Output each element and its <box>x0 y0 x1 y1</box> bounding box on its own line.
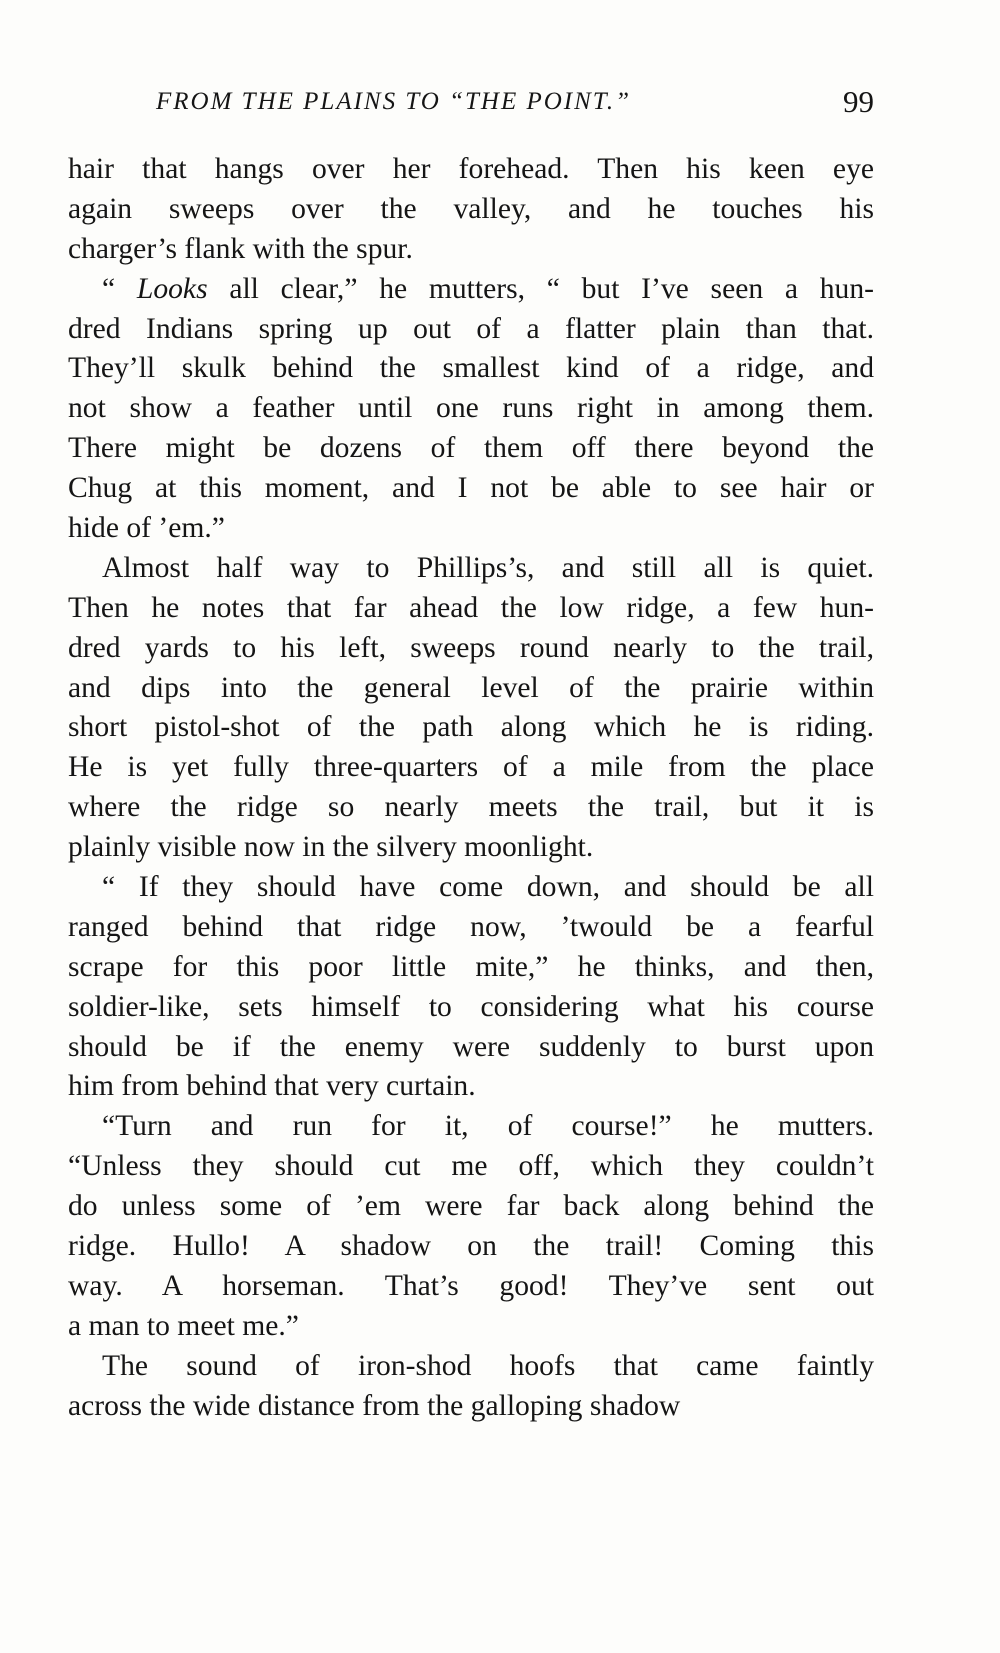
page-number: 99 <box>843 84 874 119</box>
text-line: should be if the enemy were suddenly to burst upon <box>68 1030 874 1063</box>
text-line: “Turn and run for it, of course!” he mutters. <box>102 1110 874 1143</box>
text-line: soldier-like, sets himself to considering what his course <box>68 990 874 1023</box>
page-header <box>68 84 874 128</box>
text-line: “Unless they should cut me off, which they couldn’t <box>68 1150 874 1183</box>
paragraph <box>68 1107 874 1346</box>
text-line: do unless some of ’em were far back along behind the <box>68 1190 874 1223</box>
text-line: hair that hangs over her forehead. Then his keen eye <box>68 153 874 185</box>
text-line: charger’s flank with the spur. <box>68 232 413 265</box>
paragraph <box>68 1347 874 1427</box>
text-line: him from behind that very curtain. <box>68 1070 476 1103</box>
text-line: They’ll skulk behind the smallest kind of a ridge, and <box>68 352 874 385</box>
paragraph <box>68 270 874 549</box>
text-line: a man to meet me.” <box>68 1309 299 1342</box>
text-line: The sound of iron-shod hoofs that came faintly <box>102 1349 874 1382</box>
text-line: again sweeps over the valley, and he touches his <box>68 192 874 225</box>
text-line: plainly visible now in the silvery moonlight. <box>68 831 594 864</box>
text-line: short pistol-shot of the path along which he is riding. <box>68 711 874 744</box>
text-line: across the wide distance from the galloping shadow <box>68 1389 681 1422</box>
text-line: not show a feather until one runs right in among them. <box>68 392 874 425</box>
text-line: and dips into the general level of the prairie within <box>68 671 874 704</box>
text-line: “ If they should have come down, and should be all <box>102 871 874 904</box>
body-text <box>68 150 874 1427</box>
text-line: scrape for this poor little mite,” he thinks, and then, <box>68 950 874 983</box>
text-line: way. A horseman. That’s good! They’ve sent out <box>68 1269 874 1302</box>
paragraph <box>68 868 874 1107</box>
text-line: There might be dozens of them off there beyond the <box>68 432 874 465</box>
text-line: Then he notes that far ahead the low ridge, a few hun- <box>68 591 874 624</box>
text-line: Chug at this moment, and I not be able to see hair or <box>68 472 874 505</box>
emphasis: Looks <box>136 272 208 305</box>
text-line: ranged behind that ridge now, ’twould be a fearful <box>68 910 874 943</box>
text-line: where the ridge so nearly meets the trail, but it is <box>68 791 874 824</box>
text-line: Almost half way to Phillips’s, and still all is quiet. <box>102 551 874 584</box>
text-line: dred Indians spring up out of a flatter plain than that. <box>68 312 874 345</box>
text-line: ridge. Hullo! A shadow on the trail! Coming this <box>68 1230 874 1263</box>
text-line: dred yards to his left, sweeps round nearly to the trail, <box>68 631 874 664</box>
text-line: “ Looks all clear,” he mutters, “ but I’ve seen a hun- <box>102 272 874 305</box>
running-title: FROM THE PLAINS TO “THE POINT.” <box>156 88 632 115</box>
paragraph <box>68 549 874 868</box>
text-line: He is yet fully three-quarters of a mile from the place <box>68 751 874 784</box>
text-line: hide of ’em.” <box>68 512 225 545</box>
paragraph <box>68 150 874 270</box>
